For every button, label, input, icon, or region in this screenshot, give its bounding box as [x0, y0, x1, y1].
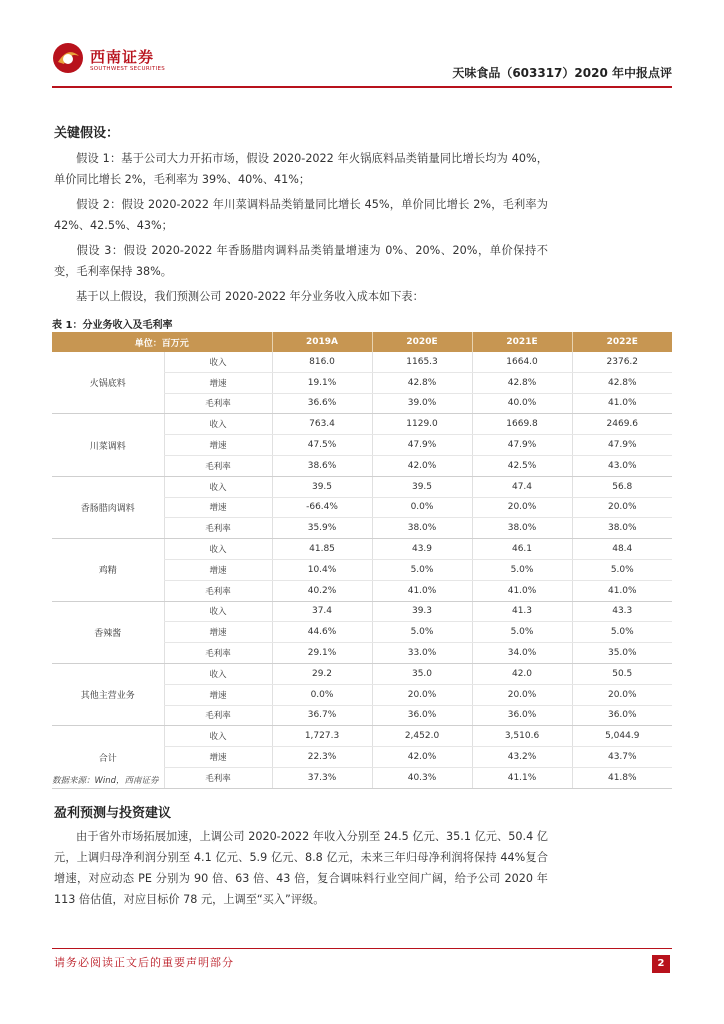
forecast-paragraph	[54, 826, 548, 910]
value-cell: 1165.3	[372, 352, 472, 372]
value-cell: 37.3%	[272, 767, 372, 788]
value-cell: 22.3%	[272, 747, 372, 768]
assumption-summary	[54, 286, 548, 307]
value-cell: 39.0%	[372, 393, 472, 414]
logo-text-en: SOUTHWEST SECURITIES	[90, 66, 166, 72]
metric-cell: 增速	[164, 684, 272, 705]
assumption-2	[54, 194, 548, 236]
category-cell: 其他主营业务	[52, 663, 164, 725]
value-cell: 1669.8	[472, 414, 572, 435]
value-cell: 36.6%	[272, 393, 372, 414]
value-cell: 3,510.6	[472, 726, 572, 747]
value-cell: 35.9%	[272, 518, 372, 539]
report-title: 天味食品（603317）2020 年中报点评	[452, 66, 672, 80]
header-divider	[52, 86, 672, 88]
value-cell: 10.4%	[272, 559, 372, 580]
assumption-3	[54, 240, 548, 282]
value-cell: 1129.0	[372, 414, 472, 435]
value-cell: 34.0%	[472, 643, 572, 664]
value-cell: 39.5	[372, 476, 472, 497]
metric-cell: 增速	[164, 497, 272, 518]
metric-cell: 收入	[164, 352, 272, 372]
value-cell: 36.0%	[572, 705, 672, 726]
metric-cell: 增速	[164, 622, 272, 643]
page-header	[52, 40, 672, 84]
value-cell: 46.1	[472, 539, 572, 560]
value-cell: 2469.6	[572, 414, 672, 435]
value-cell: 763.4	[272, 414, 372, 435]
table-row	[52, 726, 672, 747]
value-cell: 5.0%	[572, 622, 672, 643]
header-2019a: 2019A	[272, 332, 372, 352]
assumption-1-text: 假设 1：基于公司大力开拓市场，假设 2020-2022 年火锅底料品类销量同比增长均为 40%，单价同比增长 2%，毛利率为 39%、40%、41%；	[54, 152, 548, 186]
value-cell: 43.0%	[572, 455, 672, 476]
value-cell: 20.0%	[572, 497, 672, 518]
category-cell: 鸡精	[52, 539, 164, 601]
metric-cell: 增速	[164, 435, 272, 456]
revenue-table	[52, 332, 672, 789]
value-cell: 1,727.3	[272, 726, 372, 747]
value-cell: 41.8%	[572, 767, 672, 788]
value-cell: 29.2	[272, 663, 372, 684]
header-unit: 单位：百万元	[52, 332, 272, 352]
value-cell: 43.7%	[572, 747, 672, 768]
value-cell: 35.0	[372, 663, 472, 684]
value-cell: 42.0%	[372, 747, 472, 768]
value-cell: 38.0%	[472, 518, 572, 539]
metric-cell: 增速	[164, 372, 272, 393]
value-cell: 816.0	[272, 352, 372, 372]
table-header-row	[52, 332, 672, 352]
value-cell: 43.9	[372, 539, 472, 560]
metric-cell: 收入	[164, 414, 272, 435]
value-cell: 40.2%	[272, 580, 372, 601]
table-row	[52, 601, 672, 622]
value-cell: 2376.2	[572, 352, 672, 372]
value-cell: 5.0%	[372, 559, 472, 580]
category-cell: 合计	[52, 726, 164, 788]
table-row	[52, 476, 672, 497]
metric-cell: 毛利率	[164, 705, 272, 726]
value-cell: 35.0%	[572, 643, 672, 664]
value-cell: 47.9%	[472, 435, 572, 456]
metric-cell: 收入	[164, 539, 272, 560]
category-cell: 香辣酱	[52, 601, 164, 663]
table-row	[52, 663, 672, 684]
value-cell: 56.8	[572, 476, 672, 497]
value-cell: 1664.0	[472, 352, 572, 372]
value-cell: 42.0%	[372, 455, 472, 476]
value-cell: 2,452.0	[372, 726, 472, 747]
value-cell: 20.0%	[472, 497, 572, 518]
forecast-heading: 盈利预测与投资建议	[54, 806, 172, 821]
company-logo	[52, 40, 212, 80]
value-cell: -66.4%	[272, 497, 372, 518]
value-cell: 41.0%	[572, 580, 672, 601]
value-cell: 41.0%	[372, 580, 472, 601]
metric-cell: 收入	[164, 726, 272, 747]
logo-text-cn: 西南证券	[90, 48, 155, 66]
value-cell: 42.8%	[372, 372, 472, 393]
value-cell: 40.3%	[372, 767, 472, 788]
value-cell: 0.0%	[272, 684, 372, 705]
metric-cell: 增速	[164, 747, 272, 768]
category-cell: 川菜调料	[52, 414, 164, 476]
footer-divider	[52, 948, 672, 949]
metric-cell: 收入	[164, 601, 272, 622]
value-cell: 41.1%	[472, 767, 572, 788]
value-cell: 38.0%	[572, 518, 672, 539]
value-cell: 43.2%	[472, 747, 572, 768]
value-cell: 42.8%	[472, 372, 572, 393]
value-cell: 41.85	[272, 539, 372, 560]
value-cell: 37.4	[272, 601, 372, 622]
value-cell: 43.3	[572, 601, 672, 622]
value-cell: 42.5%	[472, 455, 572, 476]
logo-emblem-icon	[52, 42, 84, 74]
value-cell: 5,044.9	[572, 726, 672, 747]
value-cell: 47.5%	[272, 435, 372, 456]
value-cell: 41.0%	[572, 393, 672, 414]
metric-cell: 毛利率	[164, 518, 272, 539]
assumption-2-text: 假设 2：假设 2020-2022 年川菜调料品类销量同比增长 45%，单价同比增长 2%，毛利率为 42%、42.5%、43%；	[54, 198, 548, 232]
assumption-3-text: 假设 3：假设 2020-2022 年香肠腊肉调料品类销量增速为 0%、20%、20%，单价保持不变，毛利率保持 38%。	[54, 244, 548, 278]
value-cell: 39.5	[272, 476, 372, 497]
value-cell: 5.0%	[372, 622, 472, 643]
value-cell: 20.0%	[472, 684, 572, 705]
metric-cell: 增速	[164, 559, 272, 580]
header-2022e: 2022E	[572, 332, 672, 352]
value-cell: 0.0%	[372, 497, 472, 518]
value-cell: 36.0%	[372, 705, 472, 726]
metric-cell: 毛利率	[164, 393, 272, 414]
value-cell: 20.0%	[572, 684, 672, 705]
footer-disclaimer: 请务必阅读正文后的重要声明部分	[54, 956, 234, 969]
value-cell: 41.0%	[472, 580, 572, 601]
value-cell: 36.7%	[272, 705, 372, 726]
value-cell: 5.0%	[472, 559, 572, 580]
metric-cell: 毛利率	[164, 455, 272, 476]
assumption-1	[54, 148, 548, 190]
value-cell: 40.0%	[472, 393, 572, 414]
header-2020e: 2020E	[372, 332, 472, 352]
page-number: 2	[652, 955, 670, 973]
value-cell: 33.0%	[372, 643, 472, 664]
value-cell: 39.3	[372, 601, 472, 622]
forecast-text: 由于省外市场拓展加速，上调公司 2020-2022 年收入分别至 24.5 亿元、35.1 亿元、50.4 亿元，上调归母净利润分别至 4.1 亿元、5.9 亿元、8.8 亿元，未来三年归母净利润将保持 44%复合增速，对应动态 PE 分别为 90 倍、63 倍、43 倍，复合调味料行业空间广阔，给予公司 2020 年 113 倍估值，对应目标价 78 元，上调至“买入”评级。	[54, 830, 548, 906]
metric-cell: 毛利率	[164, 580, 272, 601]
category-cell: 火锅底料	[52, 352, 164, 414]
value-cell: 47.4	[472, 476, 572, 497]
metric-cell: 毛利率	[164, 643, 272, 664]
value-cell: 20.0%	[372, 684, 472, 705]
value-cell: 50.5	[572, 663, 672, 684]
value-cell: 42.0	[472, 663, 572, 684]
value-cell: 47.9%	[372, 435, 472, 456]
table-row	[52, 539, 672, 560]
value-cell: 19.1%	[272, 372, 372, 393]
value-cell: 48.4	[572, 539, 672, 560]
value-cell: 38.0%	[372, 518, 472, 539]
metric-cell: 收入	[164, 476, 272, 497]
value-cell: 36.0%	[472, 705, 572, 726]
value-cell: 38.6%	[272, 455, 372, 476]
value-cell: 5.0%	[572, 559, 672, 580]
metric-cell: 收入	[164, 663, 272, 684]
value-cell: 5.0%	[472, 622, 572, 643]
table-row	[52, 352, 672, 372]
assumptions-heading: 关键假设：	[54, 126, 120, 141]
table-source: 数据来源：Wind，西南证券	[52, 776, 159, 786]
value-cell: 29.1%	[272, 643, 372, 664]
table-title: 表 1：分业务收入及毛利率	[52, 320, 173, 331]
metric-cell: 毛利率	[164, 767, 272, 788]
value-cell: 41.3	[472, 601, 572, 622]
category-cell: 香肠腊肉调料	[52, 476, 164, 538]
assumption-summary-text: 基于以上假设，我们预测公司 2020-2022 年分业务收入成本如下表：	[76, 290, 424, 303]
header-2021e: 2021E	[472, 332, 572, 352]
table-row	[52, 414, 672, 435]
value-cell: 44.6%	[272, 622, 372, 643]
value-cell: 42.8%	[572, 372, 672, 393]
value-cell: 47.9%	[572, 435, 672, 456]
